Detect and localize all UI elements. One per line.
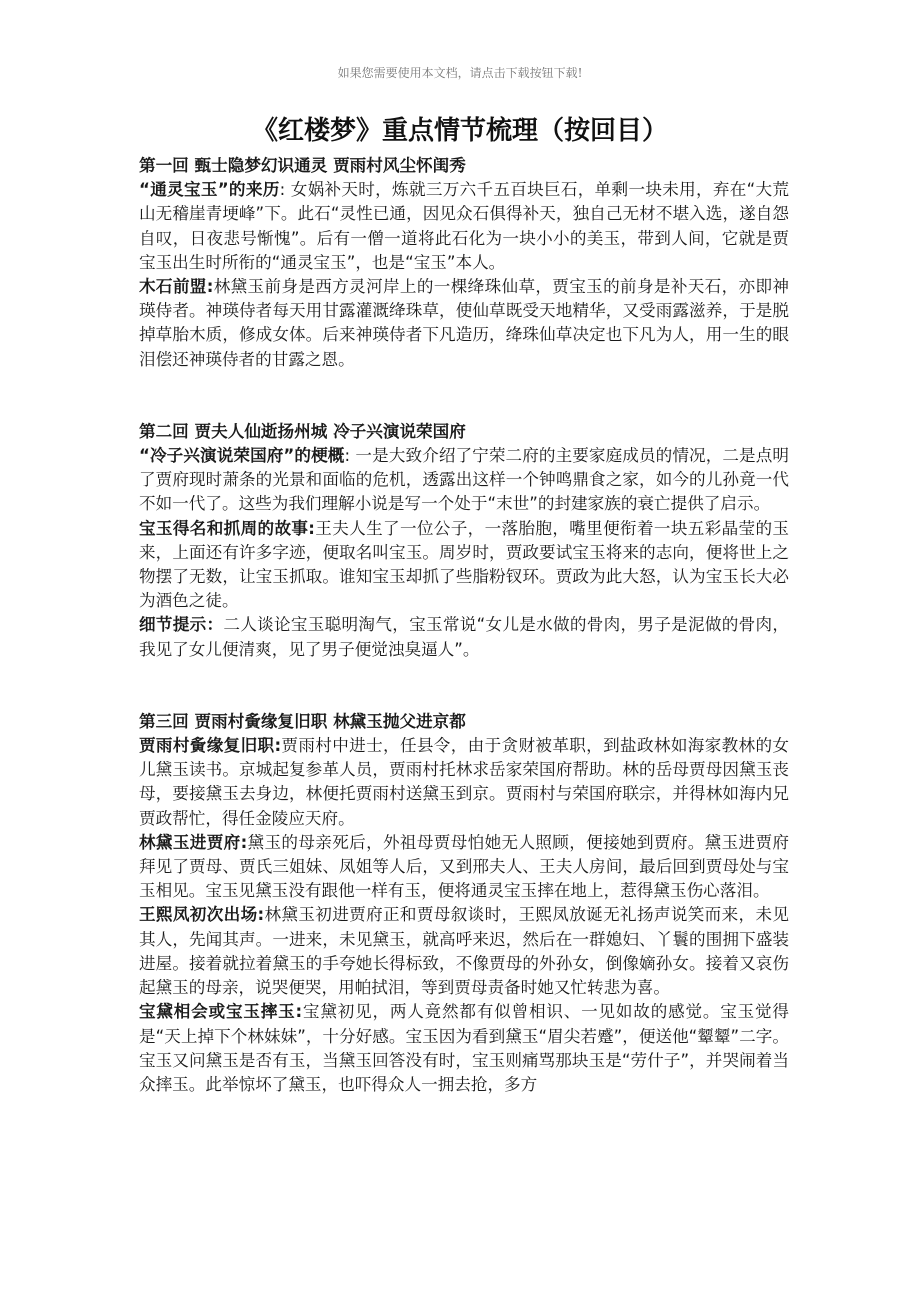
paragraph-label: 宝黛相会或宝玉摔玉: [139,1002,303,1022]
chapter-heading: 第一回 甄士隐梦幻识通灵 贾雨村风尘怀闺秀 [139,156,466,175]
paragraph-label: 贾雨村夤缘复旧职: [139,736,282,756]
chapter-heading: 第二回 贾夫人仙逝扬州城 冷子兴演说荣国府 [139,421,466,441]
paragraph-label: 木石前盟: [139,277,214,297]
paragraph-label: 王熙凤初次出场: [139,905,265,925]
paragraph [139,734,789,831]
paragraph [139,903,789,1000]
section-gap [139,662,789,710]
paragraph-text: 二人谈论宝玉聪明淘气，宝玉常说“女儿是水做的骨肉，男子是泥做的骨肉，我见了女儿便清爽，见了男子便觉浊臭逼人”。 [139,615,789,659]
paragraph-label: 林黛玉进贾府: [139,832,248,852]
paragraph-text: 黛玉的母亲死后，外祖母贾母怕她无人照顾，便接她到贾府。黛玉进贾府拜见了贾母、贾氏三姐妹、凤姐等人后，又到邢夫人、王夫人房间，最后回到贾母处与宝玉相见。宝玉见黛玉没有跟他一样有玉，便将通灵宝玉摔在地上，惹得黛玉伤心落泪。 [139,832,789,901]
paragraph [139,831,789,904]
paragraph [139,1000,789,1097]
paragraph-text: 王夫人生了一位公子，一落胎胞，嘴里便衔着一块五彩晶莹的玉来，上面还有许多字迹，便取名叫宝玉。周岁时，贾政要试宝玉将来的志向，便将世上之物摆了无数，让宝玉抓取。谁知宝玉却抓了些脂粉钗环。贾政为此大怒，认为宝玉长大必为酒色之徒。 [139,518,790,611]
section-gap [139,372,789,420]
paragraph-text: 贾雨村中进士，任县令，由于贪财被革职，到盐政林如海家教林的女儿黛玉读书。京城起复参革人员，贾雨村托林求岳家荣国府帮助。林的岳母贾母因黛玉丧母，要接黛玉去身边，林便托贾雨村送黛玉到京。贾雨村与荣国府联宗，并得林如海内兄贾政帮忙，得任金陵应天府。 [139,736,790,828]
chapter-heading: 第三回 贾雨村夤缘复旧职 林黛玉抛父进京都 [139,711,466,731]
chapter-1 [139,154,789,372]
paragraph-text: : 女娲补天时，炼就三万六千五百块巨石，单剩一块未用，弃在“大荒山无稽崖青埂峰”下。此石“灵性已通，因见众石俱得补天，独自己无材不堪入选，遂自怨自叹，日夜悲号惭愧”。后有一僧一道将此石化为一块小小的美玉，带到人间，它就是贾宝玉出生时所衔的“通灵宝玉”，也是“宝玉”本人。 [139,180,789,272]
paragraph-label: “冷子兴演说荣国府”的梗概 [139,446,345,466]
paragraph [139,178,789,275]
document-title: 《红楼梦》重点情节梳理（按回目） [251,116,668,146]
paragraph-label: “通灵宝玉”的来历 [139,180,280,200]
document-body [139,154,789,1097]
paragraph [139,613,789,661]
chapter-2 [139,420,789,662]
paragraph-text: : 一是大致介绍了宁荣二府的主要家庭成员的情况，二是点明了贾府现时萧条的光景和面临的危机，透露出这样一个钟鸣鼎食之家，如今的儿孙竟一代不如一代了。这些为我们理解小说是写一个处于“末世”的封建家族的衰亡提供了启示。 [139,446,789,514]
paragraph-text: 宝黛初见，两人竟然都有似曾相识、一见如故的感觉。宝玉觉得是“天上掉下个林妹妹”，十分好感。宝玉因为看到黛玉“眉尖若蹙”，便送他“颦颦”二字。宝玉又问黛玉是否有玉，当黛玉回答没有时，宝玉则痛骂那块玉是“劳什子”，并哭闹着当众摔玉。此举惊坏了黛玉，也吓得众人一拥去抢，多方 [139,1002,790,1094]
paragraph [139,444,789,517]
paragraph-text: 林黛玉初进贾府正和贾母叙谈时，王熙凤放诞无礼扬声说笑而来，未见其人，先闻其声。一进来，未见黛玉，就高呼来迟，然后在一群媳妇、丫鬟的围拥下盛装进屋。接着就拉着黛玉的手夸她长得标致，不像贾母的外孙女，倒像嫡孙女。接着又哀伤起黛玉的母亲，说哭便哭，用帕拭泪，等到贾母责备时她又忙转悲为喜。 [139,905,790,998]
paragraph [139,517,789,614]
paragraph-label: 宝玉得名和抓周的故事: [139,518,315,538]
paragraph-label: 细节提示： [139,615,224,635]
chapter-3 [139,710,789,1097]
paragraph-text: 林黛玉前身是西方灵河岸上的一棵绛珠仙草，贾宝玉的前身是补天石，亦即神瑛侍者。神瑛侍者每天用甘露灌溉绛珠草，使仙草既受天地精华，又受雨露滋养，于是脱掉草胎木质，修成女体。后来神瑛侍者下凡造历，绛珠仙草决定也下凡为人，用一生的眼泪偿还神瑛侍者的甘露之恩。 [139,277,789,369]
download-notice: 如果您需要使用本文档，请点击下载按钮下载! [337,66,583,80]
paragraph [139,275,789,372]
